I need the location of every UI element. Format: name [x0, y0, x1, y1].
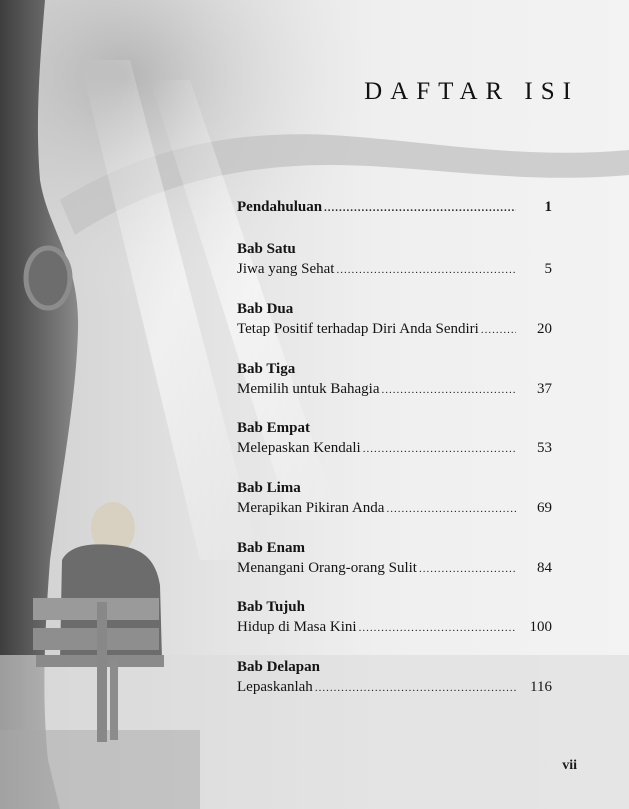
- dot-leader: [359, 618, 516, 638]
- toc-page-number: 37: [537, 381, 552, 397]
- toc-page-number: 69: [537, 500, 552, 516]
- chapter-heading: Bab Satu: [237, 241, 296, 257]
- dot-leader: [363, 439, 516, 459]
- chapter-title: Merapikan Pikiran Anda: [237, 500, 385, 516]
- toc-chapter-1[interactable]: [237, 239, 552, 279]
- chapter-title: Hidup di Masa Kini: [237, 619, 357, 635]
- toc-page-number: 1: [544, 199, 552, 215]
- chapter-heading: Bab Tiga: [237, 361, 296, 377]
- dot-leader: [336, 260, 516, 280]
- toc-page-number: 84: [537, 560, 552, 576]
- dot-leader: [324, 198, 516, 218]
- dot-leader: [386, 499, 516, 519]
- toc-chapter-5[interactable]: [237, 478, 552, 518]
- chapter-title: Menangani Orang-orang Sulit: [237, 560, 417, 576]
- toc-entry-intro[interactable]: [237, 197, 552, 217]
- page-folio: vii: [562, 758, 577, 773]
- chapter-title: Memilih untuk Bahagia: [237, 381, 380, 397]
- chapter-heading: Bab Delapan: [237, 659, 320, 675]
- toc-chapter-4[interactable]: [237, 418, 552, 458]
- toc-page-number: 100: [529, 619, 552, 635]
- chapter-title: Jiwa yang Sehat: [237, 261, 335, 277]
- toc-chapter-3[interactable]: [237, 359, 552, 399]
- toc-page-number: 20: [537, 321, 552, 337]
- toc-chapter-2[interactable]: [237, 299, 552, 339]
- toc-entry-label: Pendahuluan: [237, 199, 323, 215]
- dot-leader: [419, 559, 516, 579]
- chapter-heading: Bab Tujuh: [237, 599, 305, 615]
- chapter-title: Lepaskanlah: [237, 679, 313, 695]
- chapter-heading: Bab Enam: [237, 540, 305, 556]
- toc-chapter-7[interactable]: [237, 597, 552, 637]
- chapter-title: Melepaskan Kendali: [237, 440, 361, 456]
- chapter-heading: Bab Empat: [237, 420, 310, 436]
- page-title: DAFTAR ISI: [364, 78, 579, 105]
- toc-chapter-6[interactable]: [237, 538, 552, 578]
- chapter-heading: Bab Lima: [237, 480, 301, 496]
- chapter-title: Tetap Positif terhadap Diri Anda Sendiri: [237, 321, 479, 337]
- toc-chapter-8[interactable]: [237, 657, 552, 697]
- dot-leader: [315, 678, 516, 698]
- dot-leader: [381, 380, 516, 400]
- toc-page-number: 5: [544, 261, 552, 277]
- chapter-heading: Bab Dua: [237, 301, 294, 317]
- toc-page-number: 116: [530, 679, 552, 695]
- dot-leader: [481, 320, 516, 340]
- toc-page-number: 53: [537, 440, 552, 456]
